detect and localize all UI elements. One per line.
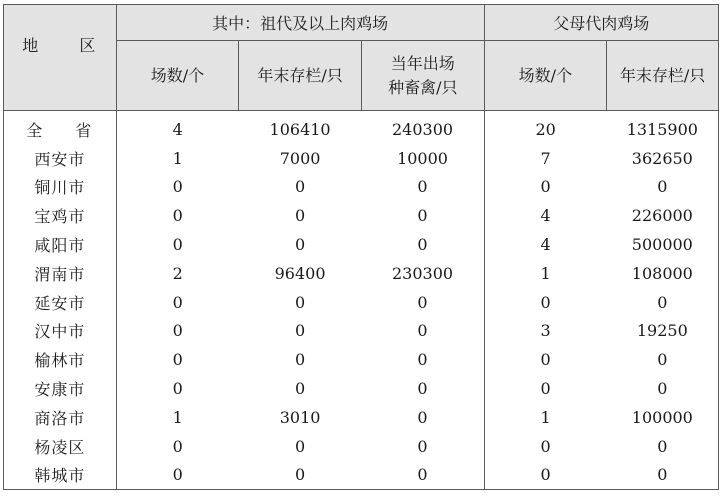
value-cell: 20 xyxy=(535,119,556,139)
value-cell: 0 xyxy=(361,374,484,403)
value-cell: 0 xyxy=(294,379,306,399)
value-cell: 0 xyxy=(294,292,306,312)
col-header: 当年出场 种畜禽/只 xyxy=(361,41,484,111)
value-cell: 0 xyxy=(540,350,551,370)
value-cell: 0 xyxy=(657,177,668,197)
col-header: 年末存栏/只 xyxy=(607,41,719,111)
value-cell: 0 xyxy=(361,173,484,202)
value-cell: 4 xyxy=(540,235,551,255)
value-cell: 500000 xyxy=(631,235,693,255)
table-row xyxy=(4,144,719,173)
table-row xyxy=(4,288,719,317)
value-cell: 0 xyxy=(540,436,551,456)
value-cell: 1 xyxy=(172,407,183,427)
value-cell: 1 xyxy=(540,263,551,283)
region-header-label: 地 区 xyxy=(22,36,114,55)
region-cell: 西安市 xyxy=(4,144,117,173)
value-cell: 0 xyxy=(294,206,306,226)
value-cell: 0 xyxy=(294,177,306,197)
region-cell: 全 省 xyxy=(4,111,117,144)
value-cell: 0 xyxy=(172,379,183,399)
table-row xyxy=(4,403,719,432)
value-cell: 1 xyxy=(172,148,183,168)
value-cell: 100000 xyxy=(631,407,693,427)
table-row xyxy=(4,259,719,288)
value-cell: 0 xyxy=(172,292,183,312)
value-cell: 0 xyxy=(361,201,484,230)
value-cell: 0 xyxy=(172,206,183,226)
value-cell: 0 xyxy=(361,230,484,259)
value-cell: 0 xyxy=(294,235,306,255)
region-cell: 汉中市 xyxy=(4,317,117,346)
value-cell: 0 xyxy=(172,350,183,370)
value-cell: 0 xyxy=(361,288,484,317)
value-cell: 0 xyxy=(116,461,239,490)
value-cell: 0 xyxy=(361,403,484,432)
value-cell: 0 xyxy=(172,321,183,341)
value-cell: 0 xyxy=(540,379,551,399)
table-row xyxy=(4,374,719,403)
table-row xyxy=(4,432,719,461)
col-header: 年末存栏/只 xyxy=(239,41,362,111)
value-cell: 0 xyxy=(239,461,362,490)
value-cell: 96400 xyxy=(274,263,326,283)
value-cell: 0 xyxy=(172,177,183,197)
value-cell: 0 xyxy=(172,436,183,456)
value-cell: 0 xyxy=(361,432,484,461)
value-cell: 0 xyxy=(361,345,484,374)
region-cell: 安康市 xyxy=(4,374,117,403)
value-cell: 0 xyxy=(657,379,668,399)
value-cell: 3010 xyxy=(279,407,321,427)
value-cell: 3 xyxy=(540,321,551,341)
table-row xyxy=(4,111,719,144)
value-cell: 4 xyxy=(172,119,183,139)
value-cell: 0 xyxy=(657,292,668,312)
region-cell: 咸阳市 xyxy=(4,230,117,259)
value-cell: 4 xyxy=(540,206,551,226)
region-cell: 韩城市 xyxy=(4,461,117,490)
region-cell: 杨凌区 xyxy=(4,432,117,461)
table-row xyxy=(4,201,719,230)
table-row xyxy=(4,173,719,202)
table-row xyxy=(4,317,719,346)
broiler-farm-table xyxy=(3,4,719,490)
value-cell: 0 xyxy=(484,461,607,490)
value-cell: 0 xyxy=(361,461,484,490)
value-cell: 1315900 xyxy=(626,119,698,139)
value-cell: 230300 xyxy=(361,259,484,288)
table-row xyxy=(4,230,719,259)
value-cell: 0 xyxy=(294,436,306,456)
value-cell: 0 xyxy=(607,461,719,490)
region-header xyxy=(4,5,117,111)
group-header-parent: 父母代肉鸡场 xyxy=(484,5,718,41)
table-header xyxy=(4,5,719,111)
group-header-grandparent: 其中：祖代及以上肉鸡场 xyxy=(116,5,484,41)
value-cell: 2 xyxy=(172,263,183,283)
value-cell: 106410 xyxy=(269,119,331,139)
table-row xyxy=(4,345,719,374)
value-cell: 0 xyxy=(540,177,551,197)
value-cell: 0 xyxy=(540,292,551,312)
region-cell: 渭南市 xyxy=(4,259,117,288)
value-cell: 240300 xyxy=(361,111,484,144)
region-cell: 商洛市 xyxy=(4,403,117,432)
region-cell: 宝鸡市 xyxy=(4,201,117,230)
region-cell: 榆林市 xyxy=(4,345,117,374)
value-cell: 0 xyxy=(361,317,484,346)
value-cell: 0 xyxy=(657,436,668,456)
value-cell: 19250 xyxy=(636,321,688,341)
value-cell: 7 xyxy=(540,148,551,168)
value-cell: 0 xyxy=(294,321,306,341)
value-cell: 362650 xyxy=(631,148,693,168)
region-cell: 延安市 xyxy=(4,288,117,317)
region-cell: 铜川市 xyxy=(4,173,117,202)
col-header: 场数/个 xyxy=(484,41,607,111)
table-row xyxy=(4,461,719,490)
value-cell: 0 xyxy=(657,350,668,370)
value-cell: 1 xyxy=(540,407,551,427)
value-cell: 226000 xyxy=(631,206,693,226)
value-cell: 10000 xyxy=(361,144,484,173)
value-cell: 7000 xyxy=(279,148,321,168)
value-cell: 108000 xyxy=(631,263,693,283)
col-header: 场数/个 xyxy=(116,41,239,111)
value-cell: 0 xyxy=(294,350,306,370)
table-body xyxy=(4,111,719,490)
value-cell: 0 xyxy=(172,235,183,255)
